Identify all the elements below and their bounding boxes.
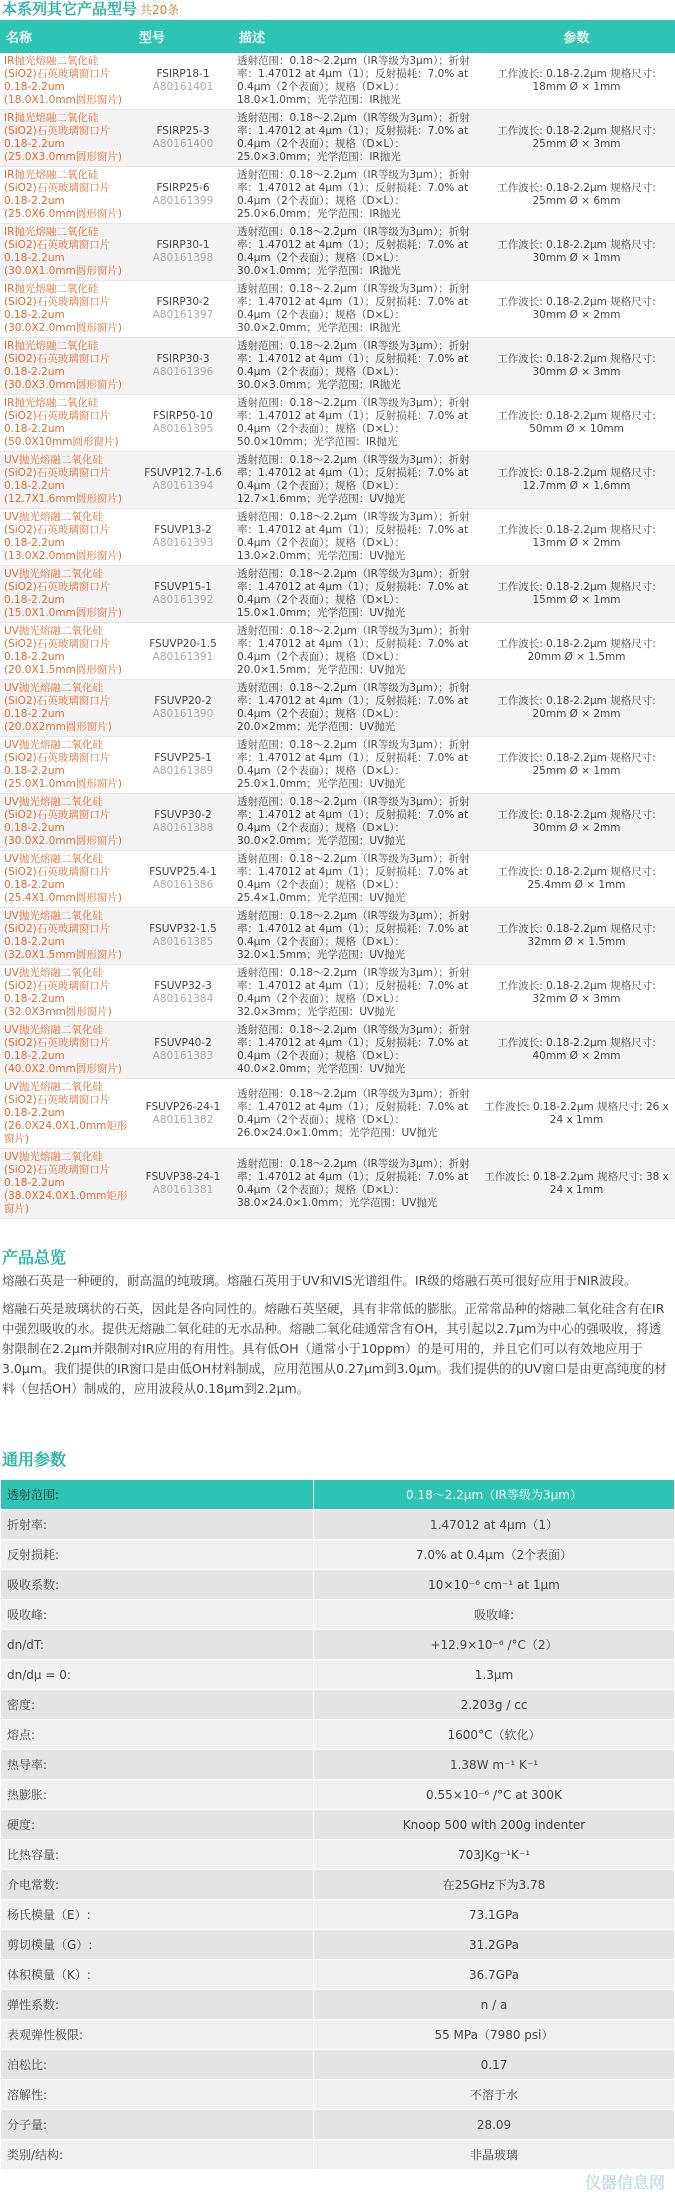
model-number: FSIRP25-6 [156, 182, 210, 194]
param-value: 703JKg⁻¹K⁻¹ [314, 1840, 675, 1870]
product-param: 工作波长: 0.18-2.2μm 规格尺寸: 30mm Ø × 1mm [478, 224, 675, 281]
param-key: 泊松比: [1, 2050, 314, 2080]
param-row [1, 1540, 675, 1570]
product-model [133, 1079, 233, 1149]
product-code: A80161393 [152, 537, 214, 549]
product-param: 工作波长: 0.18-2.2μm 规格尺寸: 25mm Ø × 3mm [478, 110, 675, 167]
param-row [1, 2140, 675, 2170]
param-row [1, 1870, 675, 1900]
product-name-link[interactable]: UV抛光熔融二氧化硅(SiO2)石英玻璃窗口片 0.18-2.2um (13.0X2.0mm圆形窗片) [0, 509, 133, 566]
model-number: FSUVP20-2 [154, 695, 212, 707]
model-number: FSUVP15-1 [154, 581, 212, 593]
param-key: dn/dT: [1, 1630, 314, 1660]
model-number: FSIRP30-3 [156, 353, 210, 365]
header-desc: 描述 [233, 20, 478, 53]
table-row [0, 53, 675, 110]
product-code: A80161391 [152, 651, 214, 663]
product-name-link[interactable]: IR抛光熔融二氧化硅(SiO2)石英玻璃窗口片 0.18-2.2um (25.0X6.0mm圆形窗片) [0, 167, 133, 224]
product-model [133, 908, 233, 965]
table-row [0, 395, 675, 452]
product-model [133, 224, 233, 281]
param-key: 透射范围: [1, 1480, 314, 1510]
product-model [133, 566, 233, 623]
product-name-link[interactable]: UV抛光熔融二氧化硅(SiO2)石英玻璃窗口片 0.18-2.2um (25.4X1.0mm圆形窗片) [0, 851, 133, 908]
product-code: A80161382 [152, 1113, 214, 1126]
product-code: A80161383 [152, 1050, 214, 1062]
model-number: FSIRP25-3 [156, 125, 210, 137]
param-value: 1600°C（软化） [314, 1720, 675, 1750]
table-row [0, 110, 675, 167]
param-row [1, 2110, 675, 2140]
product-param: 工作波长: 0.18-2.2μm 规格尺寸: 20mm Ø × 2mm [478, 680, 675, 737]
param-row [1, 1930, 675, 1960]
param-row [1, 1570, 675, 1600]
general-title: 通用参数 [2, 1450, 67, 1469]
table-row [0, 851, 675, 908]
param-key: 吸收峰: [1, 1600, 314, 1630]
product-model [133, 737, 233, 794]
table-row [0, 167, 675, 224]
param-value: 73.1GPa [314, 1900, 675, 1930]
overview-title: 产品总览 [2, 1248, 67, 1267]
product-desc: 透射范围：0.18～2.2μm（IR等级为3μm）；折射率：1.47012 at 4μm（1）；反射损耗：7.0% at 0.4μm（2个表面）；规格（D×L）：26.0×24.0×1.0mm；光学范围：UV抛光 [233, 1079, 478, 1149]
product-param: 工作波长: 0.18-2.2μm 规格尺寸: 13mm Ø × 2mm [478, 509, 675, 566]
product-model [133, 794, 233, 851]
product-name-link[interactable]: IR抛光熔融二氧化硅(SiO2)石英玻璃窗口片 0.18-2.2um (18.0X1.0mm圆形窗片) [0, 53, 133, 110]
param-key: dn/dμ = 0: [1, 1660, 314, 1690]
product-model [133, 281, 233, 338]
table-row [0, 965, 675, 1022]
model-number: FSUVP25-1 [154, 752, 212, 764]
model-number: FSUVP13-2 [154, 524, 212, 536]
product-name-link[interactable]: IR抛光熔融二氧化硅(SiO2)石英玻璃窗口片 0.18-2.2um (30.0X1.0mm圆形窗片) [0, 224, 133, 281]
product-desc: 透射范围：0.18～2.2μm（IR等级为3μm）；折射率：1.47012 at 4μm（1）；反射损耗：7.0% at 0.4μm（2个表面）；规格（D×L）：18.0×1.0mm；光学范围：IR抛光 [233, 53, 478, 110]
param-value: 55 MPa（7980 psi） [314, 2020, 675, 2050]
param-key: 熔点: [1, 1720, 314, 1750]
product-desc: 透射范围：0.18～2.2μm（IR等级为3μm）；折射率：1.47012 at 4μm（1）；反射损耗：7.0% at 0.4μm（2个表面）；规格（D×L）：15.0×1.0mm；光学范围：UV抛光 [233, 566, 478, 623]
product-code: A80161394 [152, 480, 214, 492]
product-model [133, 452, 233, 509]
product-code: A80161399 [152, 195, 214, 207]
table-row [0, 1149, 675, 1219]
model-number: FSUVP26-24-1 [145, 1100, 221, 1113]
param-row [1, 1720, 675, 1750]
product-desc: 透射范围：0.18～2.2μm（IR等级为3μm）；折射率：1.47012 at 4μm（1）；反射损耗：7.0% at 0.4μm（2个表面）；规格（D×L）：30.0×2.0mm；光学范围：IR抛光 [233, 281, 478, 338]
product-code: A80161395 [152, 423, 214, 435]
param-key: 吸收系数: [1, 1570, 314, 1600]
param-row [1, 1960, 675, 1990]
param-value: 0.18～2.2μm（IR等级为3μm） [314, 1480, 675, 1510]
product-code: A80161400 [152, 138, 214, 150]
param-key: 体积模量（K）: [1, 1960, 314, 1990]
header-param: 参数 [478, 20, 675, 53]
table-row [0, 509, 675, 566]
series-title [0, 0, 675, 20]
param-key: 硬度: [1, 1810, 314, 1840]
param-value: 不溶于水 [314, 2080, 675, 2110]
table-row [0, 224, 675, 281]
overview-para-2: 熔融石英是玻璃状的石英，因此是各向同性的。熔融石英坚硬，具有非常低的膨胀。正常常品种的熔融二氧化硅含有在IR中强烈吸收的水。提供无熔融二氧化硅的无水品种。熔融二氧化硅通常含有OH，其引起以2.7μm为中心的强吸收，将透射限制在2.2μm并限制对IR应用的有用性。具有低OH（通常小于10ppm）的是可用的，并且它们可以有效地应用于3.0μm。我们提供的IR窗口是由低OH材料制成，应用范围从0.27μm到3.0μm。我们提供的的UV窗口是由更高纯度的材料（包括OH）制成的，应用波段从0.18μm到2.2μm。 [2, 1301, 667, 1396]
product-model [133, 1149, 233, 1219]
product-param: 工作波长: 0.18-2.2μm 规格尺寸: 26 x 24 x 1mm [478, 1079, 675, 1149]
product-code: A80161386 [152, 879, 214, 891]
param-value: 1.47012 at 4μm（1） [314, 1510, 675, 1540]
product-desc: 透射范围：0.18～2.2μm（IR等级为3μm）；折射率：1.47012 at 4μm（1）；反射损耗：7.0% at 0.4μm（2个表面）；规格（D×L）：20.0×1.5mm；光学范围：UV抛光 [233, 623, 478, 680]
param-key: 密度: [1, 1690, 314, 1720]
watermark-text: 仪器信息网 [584, 2173, 665, 2192]
product-code: A80161388 [152, 822, 214, 834]
param-value: 1.38W m⁻¹ K⁻¹ [314, 1750, 675, 1780]
product-name-link[interactable]: IR抛光熔融二氧化硅(SiO2)石英玻璃窗口片 0.18-2.2um (30.0X2.0mm圆形窗片) [0, 281, 133, 338]
header-model: 型号 [133, 20, 233, 53]
param-value: +12.9×10⁻⁶ /°C（2） [314, 1630, 675, 1660]
table-row [0, 338, 675, 395]
table-row [0, 737, 675, 794]
product-param: 工作波长: 0.18-2.2μm 规格尺寸: 18mm Ø × 1mm [478, 53, 675, 110]
product-name-link[interactable]: UV抛光熔融二氧化硅(SiO2)石英玻璃窗口片 0.18-2.2um (20.0X2mm圆形窗片) [0, 680, 133, 737]
product-param: 工作波长: 0.18-2.2μm 规格尺寸: 40mm Ø × 2mm [478, 1022, 675, 1079]
product-table [0, 20, 675, 1219]
product-desc: 透射范围：0.18～2.2μm（IR等级为3μm）；折射率：1.47012 at 4μm（1）；反射损耗：7.0% at 0.4μm（2个表面）；规格（D×L）：50.0×10mm；光学范围：IR抛光 [233, 395, 478, 452]
product-model [133, 509, 233, 566]
table-row [0, 623, 675, 680]
param-key: 弹性系数: [1, 1990, 314, 2020]
overview-para-1: 熔融石英是一种硬的，耐高温的纯玻璃。熔融石英用于UV和VIS光谱组件。IR级的熔融石英可很好应用于NIR波段。 [2, 1273, 637, 1288]
param-row [1, 1480, 675, 1510]
table-row [0, 1022, 675, 1079]
product-model [133, 623, 233, 680]
param-key: 分子量: [1, 2110, 314, 2140]
product-param: 工作波长: 0.18-2.2μm 规格尺寸: 20mm Ø × 1.5mm [478, 623, 675, 680]
product-name-link[interactable]: UV抛光熔融二氧化硅(SiO2)石英玻璃窗口片 0.18-2.2um (25.0X1.0mm圆形窗片) [0, 737, 133, 794]
product-param: 工作波长: 0.18-2.2μm 规格尺寸: 15mm Ø × 1mm [478, 566, 675, 623]
product-param: 工作波长: 0.18-2.2μm 规格尺寸: 32mm Ø × 3mm [478, 965, 675, 1022]
product-desc: 透射范围：0.18～2.2μm（IR等级为3μm）；折射率：1.47012 at 4μm（1）；反射损耗：7.0% at 0.4μm（2个表面）；规格（D×L）：25.0×1.0mm；光学范围：UV抛光 [233, 737, 478, 794]
product-desc: 透射范围：0.18～2.2μm（IR等级为3μm）；折射率：1.47012 at 4μm（1）；反射损耗：7.0% at 0.4μm（2个表面）；规格（D×L）：12.7×1.6mm；光学范围：UV抛光 [233, 452, 478, 509]
product-model [133, 680, 233, 737]
model-number: FSIRP18-1 [156, 68, 210, 80]
product-name-link[interactable]: UV抛光熔融二氧化硅(SiO2)石英玻璃窗口片 0.18-2.2um (40.0X2.0mm圆形窗片) [0, 1022, 133, 1079]
param-value: Knoop 500 with 200g indenter [314, 1810, 675, 1840]
param-value: 10×10⁻⁶ cm⁻¹ at 1μm [314, 1570, 675, 1600]
series-title-text: 本系列其它产品型号 [2, 0, 138, 18]
header-name: 名称 [0, 20, 133, 53]
product-desc: 透射范围：0.18～2.2μm（IR等级为3μm）；折射率：1.47012 at 4μm（1）；反射损耗：7.0% at 0.4μm（2个表面）；规格（D×L）：13.0×2.0mm；光学范围：UV抛光 [233, 509, 478, 566]
model-number: FSUVP12.7-1.6 [144, 467, 222, 479]
product-name-link[interactable]: UV抛光熔融二氧化硅(SiO2)石英玻璃窗口片 0.18-2.2um (20.0X1.5mm圆形窗片) [0, 623, 133, 680]
param-row [1, 2080, 675, 2110]
model-number: FSUVP20-1.5 [149, 638, 217, 650]
model-number: FSUVP32-3 [154, 980, 212, 992]
product-desc: 透射范围：0.18～2.2μm（IR等级为3μm）；折射率：1.47012 at 4μm（1）；反射损耗：7.0% at 0.4μm（2个表面）；规格（D×L）：25.0×3.0mm；光学范围：IR抛光 [233, 110, 478, 167]
product-desc: 透射范围：0.18～2.2μm（IR等级为3μm）；折射率：1.47012 at 4μm（1）；反射损耗：7.0% at 0.4μm（2个表面）；规格（D×L）：40.0×2.0mm；光学范围：UV抛光 [233, 1022, 478, 1079]
param-key: 热膨胀: [1, 1780, 314, 1810]
watermark-logo [0, 2170, 675, 2204]
table-row [0, 566, 675, 623]
param-row [1, 2050, 675, 2080]
param-value: n / a [314, 1990, 675, 2020]
param-value: 36.7GPa [314, 1960, 675, 1990]
model-number: FSUVP40-2 [154, 1037, 212, 1049]
product-param: 工作波长: 0.18-2.2μm 规格尺寸: 38 x 24 x 1mm [478, 1149, 675, 1219]
product-param: 工作波长: 0.18-2.2μm 规格尺寸: 30mm Ø × 2mm [478, 794, 675, 851]
product-name-link[interactable]: UV抛光熔融二氧化硅(SiO2)石英玻璃窗口片 0.18-2.2um (30.0X2.0mm圆形窗片) [0, 794, 133, 851]
general-params-table [0, 1479, 675, 2170]
product-name-link[interactable]: IR抛光熔融二氧化硅(SiO2)石英玻璃窗口片 0.18-2.2um (50.0X10mm圆形窗片) [0, 395, 133, 452]
product-desc: 透射范围：0.18～2.2μm（IR等级为3μm）；折射率：1.47012 at 4μm（1）；反射损耗：7.0% at 0.4μm（2个表面）；规格（D×L）：30.0×3.0mm；光学范围：IR抛光 [233, 338, 478, 395]
param-row [1, 2020, 675, 2050]
product-desc: 透射范围：0.18～2.2μm（IR等级为3μm）；折射率：1.47012 at 4μm（1）；反射损耗：7.0% at 0.4μm（2个表面）；规格（D×L）：30.0×2.0mm；光学范围：UV抛光 [233, 794, 478, 851]
param-key: 热导率: [1, 1750, 314, 1780]
table-row [0, 281, 675, 338]
product-model [133, 395, 233, 452]
param-key: 介电常数: [1, 1870, 314, 1900]
param-key: 比热容量: [1, 1840, 314, 1870]
product-param: 工作波长: 0.18-2.2μm 规格尺寸: 30mm Ø × 2mm [478, 281, 675, 338]
param-row [1, 1750, 675, 1780]
param-row [1, 1690, 675, 1720]
product-param: 工作波长: 0.18-2.2μm 规格尺寸: 32mm Ø × 1.5mm [478, 908, 675, 965]
param-value: 0.55×10⁻⁶ /°C at 300K [314, 1780, 675, 1810]
model-number: FSIRP30-1 [156, 239, 210, 251]
product-code: A80161381 [152, 1183, 214, 1196]
param-row [1, 1810, 675, 1840]
param-row [1, 1780, 675, 1810]
model-number: FSUVP32-1.5 [149, 923, 217, 935]
table-row [0, 680, 675, 737]
param-value: 在25GHz下为3.78 [314, 1870, 675, 1900]
product-model [133, 53, 233, 110]
param-key: 杨氏模量（E）: [1, 1900, 314, 1930]
model-number: FSUVP38-24-1 [145, 1170, 221, 1183]
product-name-link[interactable]: UV抛光熔融二氧化硅(SiO2)石英玻璃窗口片 0.18-2.2um (26.0X24.0X1.0mm矩形窗片) [0, 1079, 133, 1149]
product-code: A80161389 [152, 765, 214, 777]
param-value: 31.2GPa [314, 1930, 675, 1960]
product-code: A80161398 [152, 252, 214, 264]
product-name-link[interactable]: UV抛光熔融二氧化硅(SiO2)石英玻璃窗口片 0.18-2.2um (15.0X1.0mm圆形窗片) [0, 566, 133, 623]
param-value: 吸收峰: [314, 1600, 675, 1630]
table-row [0, 794, 675, 851]
product-name-link[interactable]: IR抛光熔融二氧化硅(SiO2)石英玻璃窗口片 0.18-2.2um (25.0X3.0mm圆形窗片) [0, 110, 133, 167]
product-param: 工作波长: 0.18-2.2μm 规格尺寸: 25mm Ø × 6mm [478, 167, 675, 224]
param-row [1, 1600, 675, 1630]
param-key: 剪切模量（G）: [1, 1930, 314, 1960]
param-row [1, 1630, 675, 1660]
product-code: A80161396 [152, 366, 214, 378]
product-desc: 透射范围：0.18～2.2μm（IR等级为3μm）；折射率：1.47012 at 4μm（1）；反射损耗：7.0% at 0.4μm（2个表面）；规格（D×L）：25.0×6.0mm；光学范围：IR抛光 [233, 167, 478, 224]
param-row [1, 1900, 675, 1930]
product-name-link[interactable]: UV抛光熔融二氧化硅(SiO2)石英玻璃窗口片 0.18-2.2um (32.0X3mm圆形窗片) [0, 965, 133, 1022]
param-key: 表观弹性极限: [1, 2020, 314, 2050]
product-code: A80161384 [152, 993, 214, 1005]
product-desc: 透射范围：0.18～2.2μm（IR等级为3μm）；折射率：1.47012 at 4μm（1）；反射损耗：7.0% at 0.4μm（2个表面）；规格（D×L）：38.0×24.0×1.0mm；光学范围：UV抛光 [233, 1149, 478, 1219]
product-name-link[interactable]: UV抛光熔融二氧化硅(SiO2)石英玻璃窗口片 0.18-2.2um (32.0X1.5mm圆形窗片) [0, 908, 133, 965]
param-key: 溶解性: [1, 2080, 314, 2110]
param-row [1, 1840, 675, 1870]
product-param: 工作波长: 0.18-2.2μm 规格尺寸: 12.7mm Ø × 1.6mm [478, 452, 675, 509]
product-desc: 透射范围：0.18～2.2μm（IR等级为3μm）；折射率：1.47012 at 4μm（1）；反射损耗：7.0% at 0.4μm（2个表面）；规格（D×L）：25.4×1.0mm；光学范围：UV抛光 [233, 851, 478, 908]
param-value: 28.09 [314, 2110, 675, 2140]
param-key: 折射率: [1, 1510, 314, 1540]
param-key: 反射损耗: [1, 1540, 314, 1570]
param-value: 非晶玻璃 [314, 2140, 675, 2170]
product-param: 工作波长: 0.18-2.2μm 规格尺寸: 50mm Ø × 10mm [478, 395, 675, 452]
product-model [133, 167, 233, 224]
product-model [133, 110, 233, 167]
product-code: A80161401 [152, 81, 214, 93]
series-count: 共20条 [140, 3, 180, 17]
model-number: FSUVP30-2 [154, 809, 212, 821]
param-row [1, 1510, 675, 1540]
product-desc: 透射范围：0.18～2.2μm（IR等级为3μm）；折射率：1.47012 at 4μm（1）；反射损耗：7.0% at 0.4μm（2个表面）；规格（D×L）：20.0×2mm；光学范围：UV抛光 [233, 680, 478, 737]
table-row [0, 908, 675, 965]
product-desc: 透射范围：0.18～2.2μm（IR等级为3μm）；折射率：1.47012 at 4μm（1）；反射损耗：7.0% at 0.4μm（2个表面）；规格（D×L）：32.0×3mm；光学范围：UV抛光 [233, 965, 478, 1022]
param-row [1, 1660, 675, 1690]
param-key: 类别/结构: [1, 2140, 314, 2170]
product-param: 工作波长: 0.18-2.2μm 规格尺寸: 25.4mm Ø × 1mm [478, 851, 675, 908]
table-row [0, 452, 675, 509]
product-desc: 透射范围：0.18～2.2μm（IR等级为3μm）；折射率：1.47012 at 4μm（1）；反射损耗：7.0% at 0.4μm（2个表面）；规格（D×L）：32.0×1.5mm；光学范围：UV抛光 [233, 908, 478, 965]
product-name-link[interactable]: UV抛光熔融二氧化硅(SiO2)石英玻璃窗口片 0.18-2.2um (38.0X24.0X1.0mm矩形窗片) [0, 1149, 133, 1219]
product-code: A80161397 [152, 309, 214, 321]
product-code: A80161390 [152, 708, 214, 720]
product-name-link[interactable]: UV抛光熔融二氧化硅(SiO2)石英玻璃窗口片 0.18-2.2um (12.7X1.6mm圆形窗片) [0, 452, 133, 509]
product-name-link[interactable]: IR抛光熔融二氧化硅(SiO2)石英玻璃窗口片 0.18-2.2um (30.0X3.0mm圆形窗片) [0, 338, 133, 395]
param-value: 7.0% at 0.4μm（2个表面） [314, 1540, 675, 1570]
product-desc: 透射范围：0.18～2.2μm（IR等级为3μm）；折射率：1.47012 at 4μm（1）；反射损耗：7.0% at 0.4μm（2个表面）；规格（D×L）：30.0×1.0mm；光学范围：IR抛光 [233, 224, 478, 281]
product-model [133, 1022, 233, 1079]
product-model [133, 965, 233, 1022]
model-number: FSIRP30-2 [156, 296, 210, 308]
param-value: 1.3μm [314, 1660, 675, 1690]
param-value: 2.203g / cc [314, 1690, 675, 1720]
product-code: A80161385 [152, 936, 214, 948]
param-value: 0.17 [314, 2050, 675, 2080]
model-number: FSUVP25.4-1 [149, 866, 217, 878]
product-param: 工作波长: 0.18-2.2μm 规格尺寸: 25mm Ø × 1mm [478, 737, 675, 794]
model-number: FSIRP50-10 [153, 410, 213, 422]
product-model [133, 851, 233, 908]
product-param: 工作波长: 0.18-2.2μm 规格尺寸: 30mm Ø × 3mm [478, 338, 675, 395]
table-row [0, 1079, 675, 1149]
product-code: A80161392 [152, 594, 214, 606]
product-model [133, 338, 233, 395]
param-row [1, 1990, 675, 2020]
